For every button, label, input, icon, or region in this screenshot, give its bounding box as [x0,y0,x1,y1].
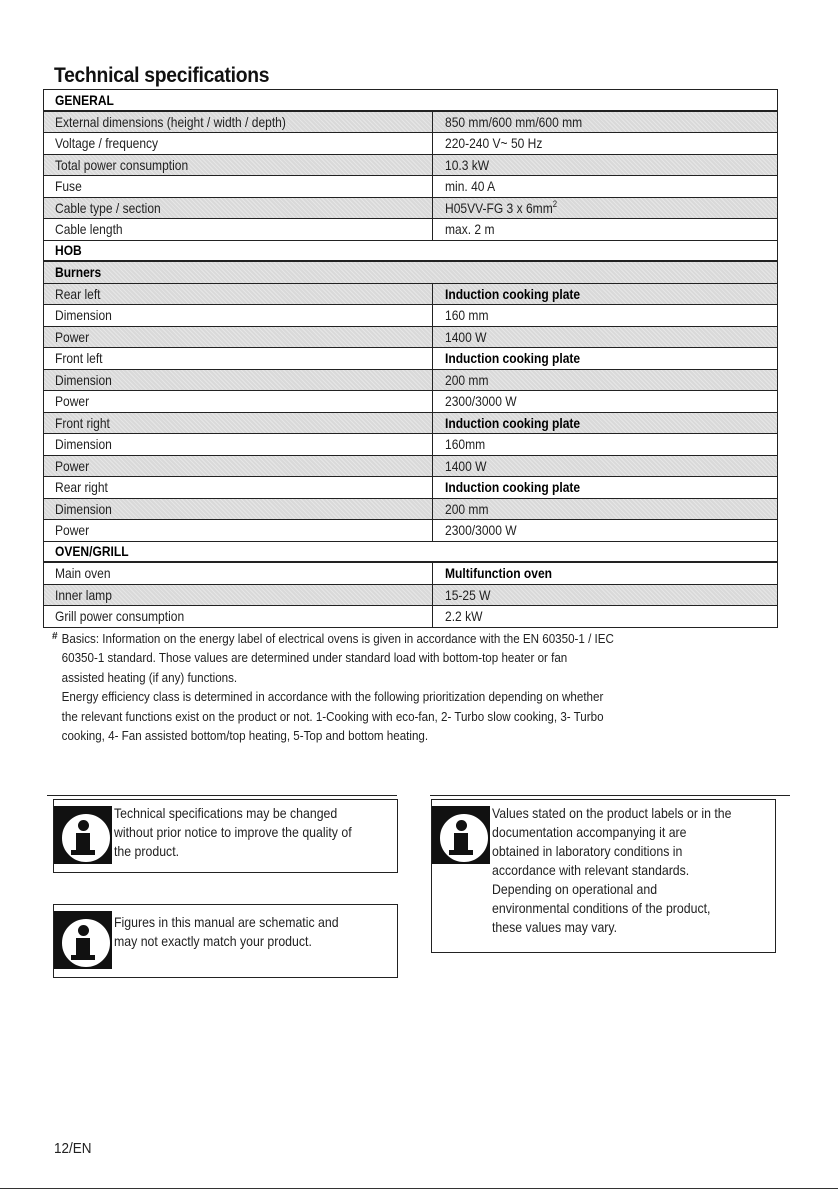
spec-value-text [445,112,582,132]
spec-label-text: Dimension [55,371,112,388]
info-icon [54,911,112,969]
spec-value [433,219,777,240]
spec-value-text [445,176,495,196]
info-line: Technical specifications may be changed [114,805,338,821]
spec-value-text [445,133,542,153]
spec-value [433,520,777,541]
spec-label [44,413,433,434]
spec-value-main: Induction cooking plate [445,414,581,431]
spec-value [433,155,777,176]
spec-label-text: Rear left [55,285,101,302]
spec-value-text [445,434,485,454]
spec-value-main: 1400 W [445,328,487,345]
spec-value-main: Induction cooking plate [445,479,581,495]
spec-value [433,133,777,154]
bottom-rule [0,1188,838,1189]
table-row [44,606,777,628]
page-number: 12/EN [54,1140,92,1157]
spec-label-text: Cable type / section [55,199,161,216]
info-box-figures [53,904,398,978]
spec-value-main: 15-25 W [445,586,491,603]
spec-label-text: Grill power consumption [55,608,185,624]
footnote [52,629,782,745]
spec-value-text [445,499,488,519]
table-row [44,520,777,542]
spec-label-text: Rear right [55,479,108,495]
spec-value [433,348,777,369]
spec-value [433,370,777,391]
spec-value-text [445,327,486,347]
spec-label [44,219,433,240]
spec-label [44,477,433,498]
spec-label [44,370,433,391]
divider-left [47,795,397,796]
spec-value-main: 2300/3000 W [445,522,517,538]
spec-value [433,434,777,455]
spec-label-text: Power [55,328,90,345]
table-row [44,477,777,499]
spec-value-text [445,456,486,476]
spec-value-main: 200 mm [445,371,489,388]
table-row [44,327,777,349]
section-label: OVEN/GRILL [55,543,129,560]
spec-label [44,284,433,305]
info-line: Values stated on the product labels or in the [492,805,732,821]
table-row [44,155,777,177]
table-row [44,499,777,521]
spec-label-text: Power [55,393,90,409]
spec-value-text [445,198,557,218]
spec-label-text: Main oven [55,565,111,581]
spec-label [44,305,433,326]
spec-value-main: 10.3 kW [445,156,490,173]
table-section-header [44,90,777,112]
spec-value-sup: 2 [552,198,558,209]
spec-value-text [445,563,552,583]
spec-label [44,176,433,197]
spec-label [44,585,433,606]
section-label: Burners [55,264,102,281]
spec-label [44,520,433,541]
table-row [44,219,777,241]
spec-label-text: Cable length [55,221,123,237]
footnote-line: the relevant functions exist on the product or not. 1-Cooking with eco-fan, 2- Turbo slow cooking, 3- Turbo [61,708,604,724]
table-row [44,585,777,607]
spec-label [44,327,433,348]
table-row [44,434,777,456]
footnote-line: 60350-1 standard. Those values are determined under standard load with bottom-top heater or fan [61,650,568,666]
info-line: environmental conditions of the product, [492,900,711,916]
spec-label [44,434,433,455]
info-text-values [492,804,731,937]
spec-label-text: Front right [55,414,110,431]
spec-value-main: 160mm [445,436,486,452]
spec-value-main: min. 40 A [445,178,496,194]
spec-value [433,606,777,627]
footnote-line: cooking, 4- Fan assisted bottom/top heating, 5-Top and bottom heating. [61,728,429,744]
spec-value-text [445,520,517,540]
table-row [44,112,777,134]
info-line: these values may vary. [492,919,618,935]
spec-value-text [445,391,517,411]
spec-value-main: Induction cooking plate [445,350,581,366]
spec-value-main: 160 mm [445,307,489,323]
spec-value [433,305,777,326]
spec-label-text: Power [55,522,90,538]
spec-value-text [445,155,489,175]
table-row [44,413,777,435]
table-row [44,348,777,370]
table-row [44,391,777,413]
spec-value-text [445,348,580,368]
spec-value [433,391,777,412]
spec-value [433,563,777,584]
spec-value-text [445,284,580,304]
spec-value-text [445,370,488,390]
spec-value-main: H05VV-FG 3 x 6mm [445,199,553,216]
info-line: Depending on operational and [492,881,658,897]
spec-label-text: Inner lamp [55,586,112,603]
spec-value-text [445,477,580,497]
footnote-line: Basics: Information on the energy label of electrical ovens is given in accordance with the EN 60350-1 / IEC [61,631,614,646]
spec-label [44,391,433,412]
spec-value-text [445,305,488,325]
spec-label [44,606,433,627]
spec-label [44,499,433,520]
spec-value [433,198,777,219]
info-box-changes [53,799,398,873]
spec-value [433,284,777,305]
info-text-figures [114,913,339,951]
spec-value [433,413,777,434]
spec-value [433,327,777,348]
spec-value-text [445,585,491,605]
info-box-values [431,799,776,953]
table-row [44,198,777,220]
spec-value-main: max. 2 m [445,221,495,237]
table-row [44,456,777,478]
footnote-marker: # [52,631,58,642]
table-section-header [44,542,777,564]
info-line: the product. [114,843,180,859]
table-row [44,176,777,198]
spec-value-main: 2300/3000 W [445,393,517,409]
spec-value [433,176,777,197]
section-label: HOB [55,242,82,259]
footnote-line: assisted heating (if any) functions. [61,669,238,685]
spec-value-main: 200 mm [445,500,489,517]
spec-label [44,563,433,584]
divider-right [430,795,790,796]
spec-value-main: Multifunction oven [445,565,553,581]
spec-label-text: Dimension [55,436,112,452]
table-row [44,305,777,327]
spec-value-main: 850 mm/600 mm/600 mm [445,113,583,130]
spec-label [44,133,433,154]
spec-label-text: Power [55,457,90,474]
info-line: accordance with relevant standards. [492,862,690,878]
spec-value [433,456,777,477]
spec-label-text: External dimensions (height / width / depth) [55,113,286,130]
info-line: documentation accompanying it are [492,824,687,840]
table-row [44,284,777,306]
spec-table [43,89,778,628]
spec-value-main: Induction cooking plate [445,285,581,302]
spec-value [433,477,777,498]
spec-label-text: Total power consumption [55,156,189,173]
info-line: without prior notice to improve the quality of [114,824,352,840]
table-row [44,563,777,585]
spec-label [44,456,433,477]
info-line: obtained in laboratory conditions in [492,843,683,859]
info-icon [432,806,490,864]
footnote-line: Energy efficiency class is determined in accordance with the following prioritization depending on whether [61,689,604,705]
spec-value [433,585,777,606]
spec-label [44,348,433,369]
info-icon [54,806,112,864]
spec-value-main: 2.2 kW [445,608,483,624]
table-row [44,133,777,155]
spec-label-text: Dimension [55,500,112,517]
spec-value [433,112,777,133]
table-section-header [44,262,777,284]
spec-value-main: 1400 W [445,457,487,474]
spec-value [433,499,777,520]
spec-label-text: Front left [55,350,103,366]
info-line: may not exactly match your product. [114,933,312,949]
spec-label [44,155,433,176]
spec-value-text [445,606,482,626]
spec-label-text: Dimension [55,307,112,323]
section-label: GENERAL [55,91,114,108]
spec-label [44,112,433,133]
spec-value-main: 220-240 V~ 50 Hz [445,135,543,151]
spec-label [44,198,433,219]
page-title: Technical specifications [54,64,270,87]
spec-label-text: Fuse [55,178,82,194]
spec-value-text [445,413,580,433]
spec-value-text [445,219,495,239]
table-section-header [44,241,777,263]
spec-label-text: Voltage / frequency [55,135,159,151]
info-text-changes [114,804,352,861]
table-row [44,370,777,392]
info-line: Figures in this manual are schematic and [114,914,339,930]
